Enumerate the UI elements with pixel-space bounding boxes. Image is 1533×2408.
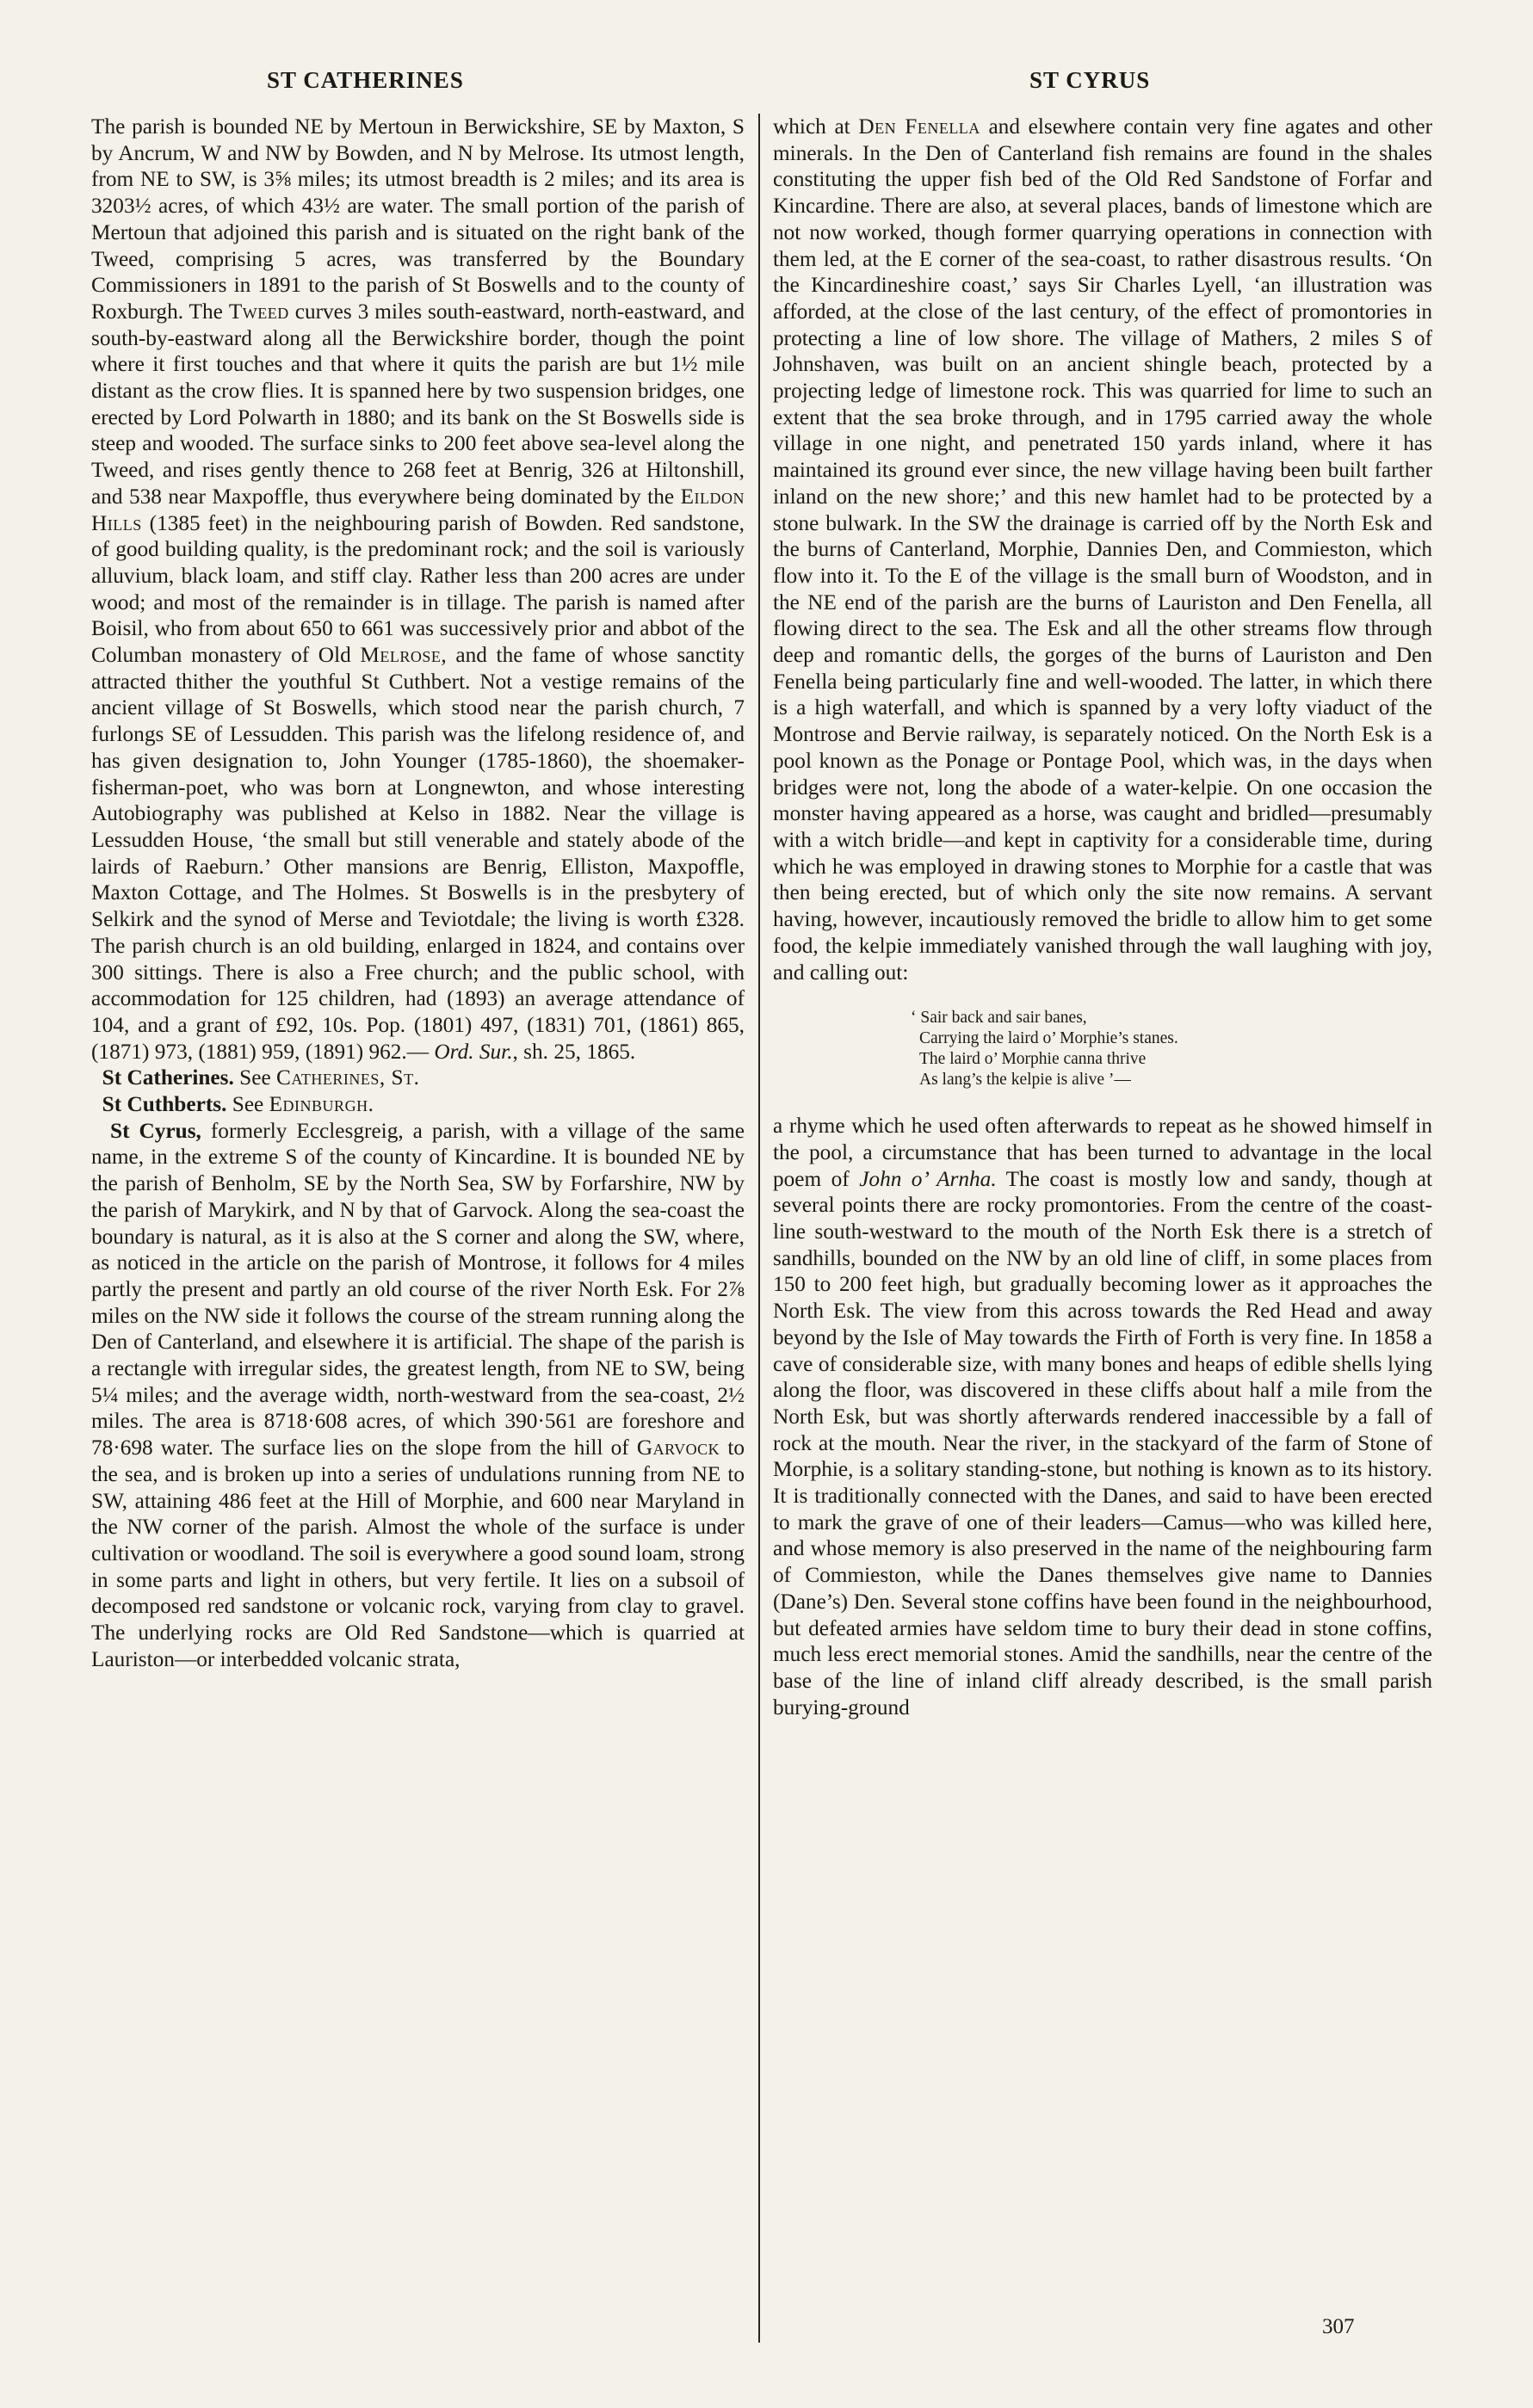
right-column bbox=[773, 114, 1432, 1720]
kelpie-rhyme bbox=[911, 1008, 1432, 1090]
xref-eildon-hills: Eildon Hills bbox=[91, 484, 745, 535]
ordnance-survey-ref: Ord. Sur. bbox=[434, 1039, 513, 1064]
page-number: 307 bbox=[1322, 2315, 1355, 2338]
xref-tweed: Tweed bbox=[228, 299, 289, 324]
xref-melrose: Melrose bbox=[360, 643, 442, 668]
entry-st-cuthberts: St Cuthberts. See Edinburgh. bbox=[102, 1092, 374, 1117]
entry-headword: St Cyrus, bbox=[110, 1118, 201, 1143]
header-left-title: ST CATHERINES bbox=[267, 67, 464, 93]
verse-line: The laird o’ Morphie canna thrive bbox=[919, 1050, 1147, 1069]
entry-headword: St Cuthberts. bbox=[102, 1092, 227, 1117]
left-column bbox=[91, 114, 745, 1672]
poem-title: John o’ Arnha. bbox=[859, 1166, 997, 1191]
entry-st-cyrus: St Cyrus, formerly Ecclesgreig, a parish, with a village of the same name, in the extreme S of the county of Kincardine. It is bounded NE by the parish of Benholm, SE by the North Sea, SW by Forfarshire, NW by the parish of Marykirk, and N by that of Garvock. Along the sea-coast the boundary is natural, as it is also at the S corner and along the SW, where, as noticed in the article on the parish of Montrose, it follows for 4 miles partly the present and partly an old course of the river North Esk. For 2⅞ miles on the NW side it follows the course of the stream running along the Den of Canterland, and elsewhere it is artificial. The shape of the parish is a rectangle with irregular sides, the greatest length, from NE to SW, being 5¼ miles; and the average width, north-westward from the sea-coast, 2½ miles. The area is 8718·608 acres, of which 390·561 are foreshore and 78·698 water. The surface lies on the slope from the hill of Garvock to the sea, and is broken up into a series of undulations running from NE to SW, attaining 486 feet at the Hill of Morphie, and 600 near Maryland in the NW corner of the parish. Almost the whole of the surface is under cultivation or woodland. The soil is everywhere a good sound loam, strong in some parts and light in others, but very fertile. It lies on a subsoil of decomposed red sandstone or volcanic rock, varying from clay to gravel. The underlying rocks are Old Red Sandstone—which is quarried at Lauriston—or interbedded volcanic strata, bbox=[91, 1118, 745, 1671]
xref-garvock: Garvock bbox=[636, 1436, 720, 1460]
st-cyrus-continued: which at Den Fenella and elsewhere contain very fine agates and other minerals. In the Den of Canterland fish remains are found in the shales constituting the upper fish bed of the Old Red Sandstone of Forfar and Kincardine. There are also, at several places, bands of limestone which are not now worked, though former quarrying operations in connection with them led, at the E corner of the sea-coast, to rather disastrous results. ‘On the Kincardineshire coast,’ says Sir Charles Lyell, ‘an illustration was afforded, at the close of the last century, of the effect of promontories in protecting a line of low shore. The village of Mathers, 2 miles S of Johnshaven, was built on an ancient shingle beach, protected by a projecting ledge of limestone rock. This was quarried for lime to such an extent that the sea broke through, and in 1795 carried away the whole village in one night, and penetrated 150 yards inland, where it has maintained its ground ever since, the new village having been built farther inland on the new shore;’ and this new hamlet had to be protected by a stone bulwark. In the SW the drainage is carried off by the North Esk and the burns of Canterland, Morphie, Dannies Den, and Commieston, which flow into it. To the E of the village is the small burn of Woodston, and in the NE end of the parish are the burns of Lauriston and Den Fenella, all flowing direct to the sea. The Esk and all the other streams flow through deep and romantic dells, the gorges of the burns of Lauriston and Den Fenella being particularly fine and well-wooded. The latter, in which there is a high waterfall, and which is spanned by a very lofty viaduct of the Montrose and Bervie railway, is separately noticed. On the North Esk is a pool known as the Ponage or Pontage Pool, which was, in the days when bridges were not, long the abode of a water-kelpie. On one occasion the monster having appeared as a horse, was caught and bridled—presumably with a witch bridle—and kept in captivity for a considerable time, during which he was employed in drawing stones to Morphie for a castle that was then being erected, but of which only the site now remains. A servant having, however, incautiously removed the bridle to allow him to get some food, the kelpie immediately vanished through the wall laughing with joy, and calling out: bbox=[773, 114, 1432, 985]
column-divider bbox=[758, 114, 760, 2343]
verse-line: ‘ Sair back and sair banes, bbox=[911, 1009, 1087, 1028]
xref-den-fenella: Den Fenella bbox=[858, 114, 980, 139]
entry-headword: St Catherines. bbox=[102, 1065, 234, 1090]
xref-catherines: Catherines, St. bbox=[276, 1065, 420, 1090]
running-header bbox=[0, 67, 1533, 102]
xref-edinburgh: Edinburgh. bbox=[269, 1092, 374, 1117]
header-right-title: ST CYRUS bbox=[1029, 67, 1151, 93]
st-cyrus-coast-paragraph: a rhyme which he used often afterwards to repeat as he showed himself in the pool, a circumstance that has been turned to advantage in the local poem of John o’ Arnha. The coast is mostly low and sandy, though at several points there are rocky promontories. From the centre of the coast-line south-westward to the mouth of the North Esk there is a stretch of sandhills, bounded on the NW by an old line of cliff, in some places from 150 to 200 feet high, but gradually becoming lower as it approaches the North Esk. The view from this across towards the Red Head and away beyond by the Isle of May towards the Firth of Forth is very fine. In 1858 a cave of considerable size, with many bones and heaps of edible shells lying along the floor, was discovered in these cliffs about half a mile from the North Esk, but was shortly afterwards rendered inaccessible by a fall of rock at the mouth. Near the river, in the stackyard of the farm of Stone of Morphie, is a solitary standing-stone, but nothing is known as to its history. It is traditionally connected with the Danes, and said to have been erected to mark the grave of one of their leaders—Camus—who was killed here, and whose memory is also preserved in the name of the neighbouring farm of Commieston, while the Danes themselves give name to Dannies (Dane’s) Den. Several stone coffins have been found in the neighbourhood, but defeated armies have seldom time to bury their dead in stone coffins, much less erect memorial stones. Amid the sandhills, near the centre of the base of the line of inland cliff already described, is the small parish burying-ground bbox=[773, 1114, 1432, 1720]
verse-line: As lang’s the kelpie is alive ’— bbox=[919, 1071, 1131, 1090]
entry-st-catherines: St Catherines. See Catherines, St. bbox=[102, 1065, 420, 1090]
st-boswells-paragraph: The parish is bounded NE by Mertoun in Berwickshire, SE by Maxton, S by Ancrum, W and NW by Bowden, and N by Melrose. Its utmost length, from NE to SW, is 3⅝ miles; its utmost breadth is 2 miles; and its area is 3203½ acres, of which 43½ are water. The small portion of the parish of Mertoun that adjoined this parish and is situated on the right bank of the Tweed, comprising 5 acres, was transferred by the Boundary Commissioners in 1891 to the parish of St Boswells and to the county of Roxburgh. The Tweed curves 3 miles south-eastward, north-eastward, and south-by-eastward along all the Berwickshire border, though the point where it first touches and that where it quits the parish are but 1½ mile distant as the crow flies. It is spanned here by two suspension bridges, one erected by Lord Polwarth in 1880; and its bank on the St Boswells side is steep and wooded. The surface sinks to 200 feet above sea-level along the Tweed, and rises gently thence to 268 feet at Benrig, 326 at Hiltonshill, and 538 near Maxpoffle, thus everywhere being dominated by the Eildon Hills (1385 feet) in the neighbouring parish of Bowden. Red sandstone, of good building quality, is the predominant rock; and the soil is variously alluvium, black loam, and stiff clay. Rather less than 200 acres are under wood; and most of the remainder is in tillage. The parish is named after Boisil, who from about 650 to 661 was successively prior and abbot of the Columban monastery of Old Melrose, and the fame of whose sanctity attracted thither the youthful St Cuthbert. Not a vestige remains of the ancient village of St Boswells, which stood near the parish church, 7 furlongs SE of Lessudden. This parish was the lifelong residence of, and has given designation to, John Younger (1785-1860), the shoemaker-fisherman-poet, who was born at Longnewton, and whose interesting Autobiography was published at Kelso in 1882. Near the village is Lessudden House, ‘the small but still venerable and stately abode of the lairds of Raeburn.’ Other mansions are Benrig, Elliston, Maxpoffle, Maxton Cottage, and The Holmes. St Boswells is in the presbytery of Selkirk and the synod of Merse and Teviotdale; the living is worth £328. The parish church is an old building, enlarged in 1824, and contains over 300 sittings. There is also a Free church; and the public school, with accommodation for 125 children, had (1893) an average attendance of 104, and a grant of £92, 10s. Pop. (1801) 497, (1831) 701, (1861) 865, (1871) 973, (1881) 959, (1891) 962.— Ord. Sur., sh. 25, 1865. bbox=[91, 114, 745, 1064]
verse-line: Carrying the laird o’ Morphie’s stanes. bbox=[919, 1029, 1178, 1048]
